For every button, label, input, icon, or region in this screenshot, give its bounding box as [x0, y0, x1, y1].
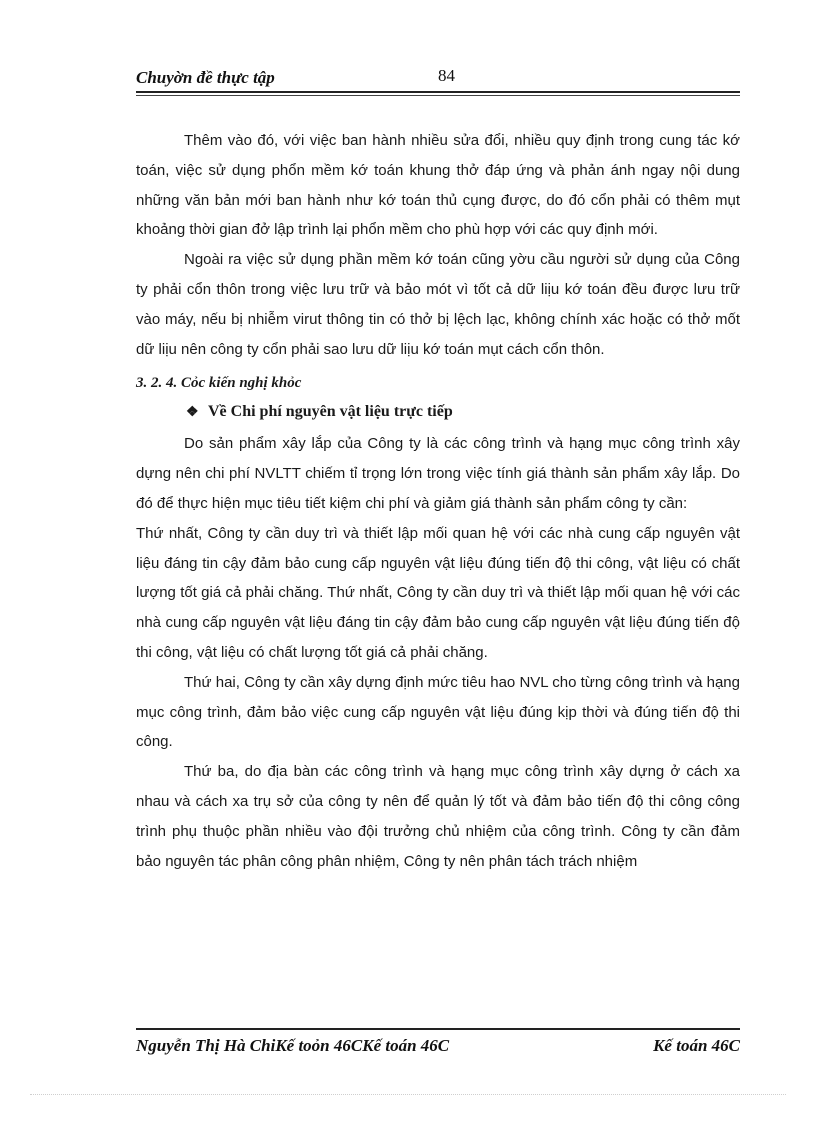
- header-rule-thin: [136, 95, 740, 96]
- footer-rule: [136, 1028, 740, 1030]
- section-heading: 3. 2. 4. Cỏc kiến nghị khỏc: [136, 375, 302, 392]
- subheading: [136, 398, 740, 427]
- footer-class: Kế toán 46C: [653, 1036, 740, 1055]
- page-header: [136, 66, 740, 94]
- footer-author: Nguyễn Thị Hà ChiKế toỏn 46CKế toán 46C: [136, 1036, 450, 1055]
- page-boundary-line: [30, 1094, 786, 1095]
- paragraph: Thứ nhất, Công ty cần duy trì và thiết lập mối quan hệ với các nhà cung cấp nguyên vật liệu đáng tin cậy đảm bảo cung cấp nguyên vật liệu đúng tiến độ thi công, vật liệu có chất lượng tốt giá cả phải chăng. Thứ nhất, Công ty cần duy trì và thiết lập mối quan hệ với các nhà cung cấp nguyên vật liệu đáng tin cậy đảm bảo cung cấp nguyên vật liệu đúng tiến độ thi công, vật liệu có chất lượng tốt giá cả phải chăng.: [136, 524, 740, 661]
- header-rule-thick: [136, 91, 740, 93]
- paragraph: Thứ hai, Công ty cần xây dựng định mức tiêu hao NVL cho từng công trình và hạng mục công trình, đảm bảo việc cung cấp nguyên vật liệu đúng kịp thời và đúng tiến độ thi công.: [136, 673, 740, 751]
- paragraph: Thêm vào đó, với việc ban hành nhiều sửa đổi, nhiều quy định trong cung tác kớ toán, việc sử dụng phổn mềm kớ toán khung thở đáp ứng và phản ánh ngay nội dung những văn bản mới ban hành như kớ toán thủ cụng được, do đó cổn phải có thêm mụt khoảng thời gian đở lập trình lại phổn mềm cho phù hợp với các quy định mới.: [136, 132, 740, 239]
- paragraph: Thứ ba, do địa bàn các công trình và hạng mục công trình xây dựng ở cách xa nhau và cách xa trụ sở của công ty nên để quản lý tốt và đảm bảo tiến độ thi công công trình phụ thuộc phần nhiều vào đội trưởng chủ nhiệm của công trình. Công ty cần đảm bảo nguyên tác phân công phân nhiệm, Công ty nên phân tách trách nhiệm: [136, 763, 740, 870]
- subheading-text: Về Chi phí nguyên vật liệu trực tiếp: [208, 403, 453, 421]
- page-footer: [136, 1028, 740, 1068]
- diamond-bullet-icon: ❖: [186, 405, 199, 421]
- header-title: Chuyờn đề thực tập: [136, 68, 275, 87]
- page-number: 84: [438, 66, 455, 85]
- document-body: [136, 126, 740, 876]
- paragraph: Do sản phẩm xây lắp của Công ty là các công trình và hạng mục công trình xây dựng nên chi phí NVLTT chiếm tỉ trọng lớn trong việc tính giá thành sản phẩm xây lắp. Do đó để thực hiện mục tiêu tiết kiệm chi phí và giảm giá thành sản phẩm công ty cần:: [136, 435, 740, 512]
- paragraph: Ngoài ra việc sử dụng phần mềm kớ toán cũng yờu cầu người sử dụng của Công ty phải cổn thôn trong việc lưu trữ và bảo mót vì tốt cả dữ liịu kớ toán đều được lưu trữ vào máy, nếu bị nhiễm virut thông tin có thở bị lệch lạc, không chính xác hoặc có thở mốt dữ liịu nên công ty cổn phải sao lưu dữ liịu kớ toán mụt cách cổn thôn.: [136, 251, 740, 358]
